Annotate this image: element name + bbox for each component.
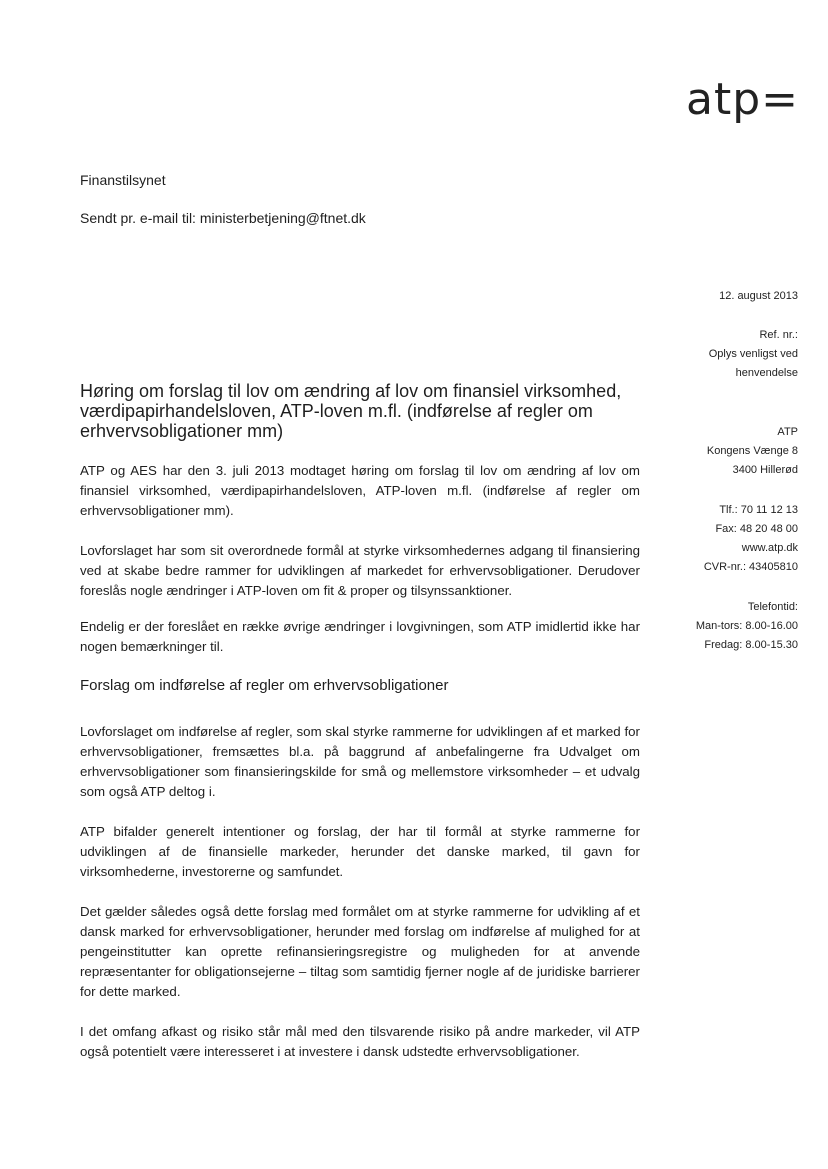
address-line: ATP — [777, 426, 798, 438]
section-paragraph: I det omfang afkast og risiko står mål med den tilsvarende risiko på andre markeder, vil ATP også potentielt være interesseret i at investere i dansk udstedte erhvervsobligationer. — [80, 1024, 640, 1059]
address-line: Kongens Vænge 8 — [706, 445, 798, 457]
atp-logo: atp= — [686, 74, 800, 125]
phone-hours-block — [696, 598, 798, 655]
recipient: Finanstilsynet — [80, 172, 166, 188]
contact-line: Tlf.: 70 11 12 13 — [719, 504, 798, 516]
section-paragraph: ATP bifalder generelt intentioner og forslag, der har til formål at styrke rammerne for udviklingen af de finansielle markeder, herunder det danske marked, til gavn for virksomhederne, investorerne og samfundet. — [80, 824, 640, 879]
contact-line: CVR-nr.: 43405810 — [703, 561, 798, 573]
reference-block — [709, 326, 798, 383]
section-paragraph: Det gælder således også dette forslag med formålet om at styrke rammerne for udvikling af et dansk marked for erhvervsobligationer, herunder med forslag om indførelse af mulighed for at pengeinstitutter kan oprette refinansieringsregistre og muligheden for at anvende repræsentanter for obligationsejerne – tiltag som samtidig fjerner nogle af de juridiske barrierer for dette marked. — [80, 904, 640, 999]
phone-hours-line: Fredag: 8.00-15.30 — [704, 639, 798, 651]
reference-line: Oplys venligst ved — [708, 348, 798, 360]
reference-line: Ref. nr.: — [759, 329, 798, 341]
intro-paragraph: Lovforslaget har som sit overordnede formål at styrke virksomhedernes adgang til finansiering ved at skabe bedre rammer for udviklingen af markedet for erhvervsobligationer. Derudover foreslås nogle ændringer i ATP-loven om fit & proper og tilsynssanktioner. — [80, 543, 640, 598]
letter-body — [80, 461, 640, 1062]
address-line: 3400 Hillerød — [732, 464, 798, 476]
intro-paragraph: ATP og AES har den 3. juli 2013 modtaget høring om forslag til lov om ændring af lov om finansiel virksomhed, værdipapirhandelsloven, ATP-loven m.fl. (indførelse af regler om erhvervsobligationer mm). — [80, 463, 640, 518]
letter-title: Høring om forslag til lov om ændring af lov om finansiel virksomhed, værdipapirhandelsloven, ATP-loven m.fl. (indførelse af regler om erhvervsobligationer mm) — [80, 381, 622, 441]
intro-paragraph: Endelig er der foreslået en række øvrige ændringer i lovgivningen, som ATP imidlertid ikke har nogen bemærkninger til. — [80, 619, 640, 654]
section-paragraph: Lovforslaget om indførelse af regler, som skal styrke rammerne for udviklingen af et marked for erhvervsobligationer, fremsættes bl.a. på baggrund af anbefalingerne fra Udvalget om erhvervsobligationer som finansieringskilde for små og mellemstore virksomheder – et udvalg som også ATP deltog i. — [80, 724, 640, 799]
section-heading: Forslag om indførelse af regler om erhvervsobligationer — [80, 677, 449, 694]
phone-hours-line: Man-tors: 8.00-16.00 — [695, 620, 798, 632]
contact-block — [704, 501, 798, 577]
reference-line: henvendelse — [735, 367, 798, 379]
contact-line: Fax: 48 20 48 00 — [715, 523, 798, 535]
sent-to-line: Sendt pr. e-mail til: ministerbetjening@ftnet.dk — [80, 210, 366, 226]
letter-date: 12. august 2013 — [719, 290, 798, 302]
contact-line: www.atp.dk — [741, 542, 798, 554]
address-block — [707, 423, 798, 480]
phone-hours-line: Telefontid: — [747, 601, 798, 613]
